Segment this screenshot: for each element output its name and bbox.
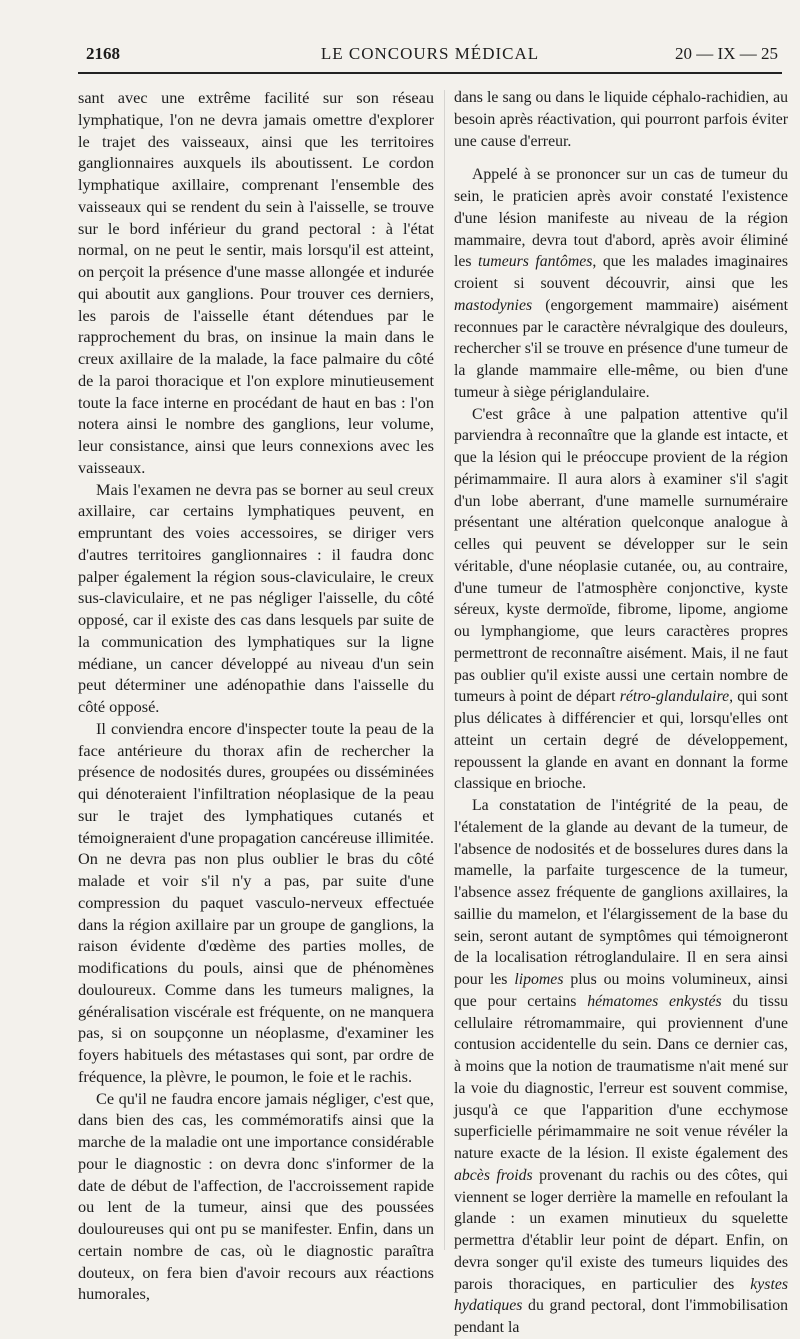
paragraph-humoral: dans le sang ou dans le liquide céphalo-rachidien, au besoin après réactivation, qui pourront parfois éviter une cause d'erreur. <box>454 89 788 150</box>
right-column <box>454 87 789 1336</box>
running-header <box>78 42 782 74</box>
term-abces-froids: abcès froids <box>454 1166 533 1184</box>
paragraph-constatation: La constatation de l'intégrité de la peau, de l'étalement de la glande au devant de la tumeur, de l'absence de nodosités et de bosselures dures dans la mamelle, la parfaite turgescence de la tumeur, l'absence assez fréquente de ganglions axillaires, la saillie du mamelon, et l'élargissement de la base du sein, seront autant de symptômes qui témoigneront de la localisation rétroglandulaire. Il en sera ainsi pour les lipomes plus ou moins volumineux, ainsi que pour certains hématomes enkystés du tissu cellulaire rétromammaire, qui proviennent d'une contusion accidentelle du sein. Dans ce dernier cas, à moins que la notion de traumatisme n'ait mené sur la voie du diagnostic, l'erreur est souvent commise, jusqu'à ce que l'apparition d'une ecchymose superficielle périmammaire ne soit venue révéler la nature exacte de la lésion. Il existe également des abcès froids provenant du rachis ou des côtes, qui viennent se loger derrière la mamelle en refoulant la glande : un examen minutieux du squelette permettra d'établir leur point de départ. Enfin, on devra songer qu'il existe des tumeurs liquides des parois thoraciques, en particulier des kystes hydatiques du grand pectoral, dont l'immobilisation pendant la <box>454 797 789 1336</box>
term-kystes-hydatiques: kystes hydatiques <box>454 1275 788 1315</box>
journal-title: LE CONCOURS MÉDICAL <box>320 44 540 63</box>
column-divider <box>444 90 445 1250</box>
paragraph-axillary-exam: Mais l'examen ne devra pas se borner au seul creux axillaire, car certains lymphatiques peuvent, en empruntant des voies accessoires, se diriger vers d'autres territoires ganglionnaires : il faudra donc palper également la région sous-claviculaire, le creux sus-claviculaire, et ne pas négliger l'aisselle, du côté opposé, car il existe des cas dans lesquels par suite de la communication des lymphatiques sur la ligne médiane, un cancer développé au niveau d'un sein peut déterminer une adénopathie dans l'aisselle du côté opposé. <box>78 479 434 716</box>
term-tumeurs-fantomes: tumeurs fantômes <box>478 253 593 271</box>
term-retro-glandulaire: rétro-glandulaire, <box>619 688 734 706</box>
page-number: 2168 <box>86 44 120 63</box>
paragraph-history: Ce qu'il ne faudra encore jamais négliger, c'est que, dans bien des cas, les commémoratifs ainsi que la marche de la maladie ont une importance considérable pour le diagnostic : on devra donc s'informer de la date de début de l'affection, de l'accroissement rapide ou lent de la tumeur, ainsi que des poussées douloureuses qui ont pu se manifester. Enfin, dans un certain nombre de cas, où le diagnostic paraîtra douteux, on fera bien d'avoir recours aux réactions humorales, <box>78 1088 434 1304</box>
left-column <box>78 87 435 1304</box>
paragraph-diagnosis: Appelé à se prononcer sur un cas de tumeur du sein, le praticien après avoir constaté l'existence d'une lésion manifeste au niveau de la région mammaire, devra tout d'abord, après avoir éliminé les tumeurs fantômes, que les malades imaginaires croient si souvent découvrir, ainsi que les mastodynies (engorgement mammaire) aisément reconnues par le caractère névralgique des douleurs, rechercher s'il se trouve en présence d'une tumeur de la glande mammaire elle-même, ou bien d'une tumeur à siège périglandulaire. <box>454 166 789 401</box>
paragraph-continuation: sant avec une extrême facilité sur son réseau lymphatique, l'on ne devra jamais omettre d'explorer le trajet des vaisseaux, ainsi que les territoires ganglionnaires auxquels ils aboutissent. Le cordon lymphatique axillaire, comprenant l'ensemble des vaisseaux qui se rendent du sein à l'aisselle, se trouve sur le bord inférieur du grand pectoral : à l'état normal, on ne peut le sentir, mais lorsqu'il est atteint, on perçoit la présence d'une masse allongée et indurée qui aboutit aux ganglions. Pour trouver ces derniers, les parois de l'aisselle étant détendues par le rapprochement du bras, on insinue la main dans le creux axillaire de la malade, la face palmaire du côté de la paroi thoracique et l'on explore minutieusement toute la face interne en procédant de haut en bas : l'on notera ainsi le nombre des ganglions, leur volume, leur consistance, ainsi que leurs connexions avec les vaisseaux. <box>78 88 434 477</box>
paragraph-skin-inspection: Il conviendra encore d'inspecter toute la peau de la face antérieure du thorax afin de rechercher la présence de nodosités dures, groupées ou disséminées qui dénoteraient l'infiltration néoplasique de la peau sur le trajet des lymphatiques cutanés et témoigneraient d'une propagation cancéreuse illimitée. On ne devra pas non plus oublier le bras du côté malade et voir s'il n'y a pas, par suite d'une compression du paquet vasculo-nerveux effectuée dans la région axillaire par un groupe de ganglions, la raison évidente d'œdème des parties molles, de modifications du pouls, ainsi que de phénomènes douloureux. Comme dans les tumeurs malignes, la généralisation viscérale est fréquente, on ne manquera pas, si on soupçonne un néoplasme, d'examiner les foyers habituels des métastases qui sont, par ordre de fréquence, la plèvre, le poumon, le foie et le rachis. <box>78 718 435 1086</box>
term-hematomes-enkystes: hématomes enkystés <box>587 992 722 1010</box>
paragraph-palpation: C'est grâce à une palpation attentive qu'il parviendra à reconnaître que la glande est intacte, et que la lésion qui le préoccupe provient de la région périmammaire. Il aura alors à examiner s'il s'agit d'un lobe aberrant, d'une mamelle surnuméraire présentant une altération quelconque analogue à celles qui peuvent se développer sur le sein véritable, d'une néoplasie cutanée, ou, au contraire, d'une tumeur de l'atmosphère conjonctive, kyste séreux, kyste dermoïde, fibrome, lipome, angiome ou lymphangiome, que leurs caractères propres permettront de reconnaître aisément. Mais, il ne faut pas oublier qu'il existe aussi une certain nombre de tumeurs à point de départ rétro-glandulaire, qui sont plus délicates à différencier et qui, lorsqu'elles ont atteint un certain degré de développement, repoussent la glande en avant en donnant la forme classique en brioche. <box>454 405 788 793</box>
term-mastodynies: mastodynies <box>454 296 533 314</box>
issue-date: 20 — IX — 25 <box>675 44 778 63</box>
term-lipomes: lipomes <box>514 971 564 988</box>
